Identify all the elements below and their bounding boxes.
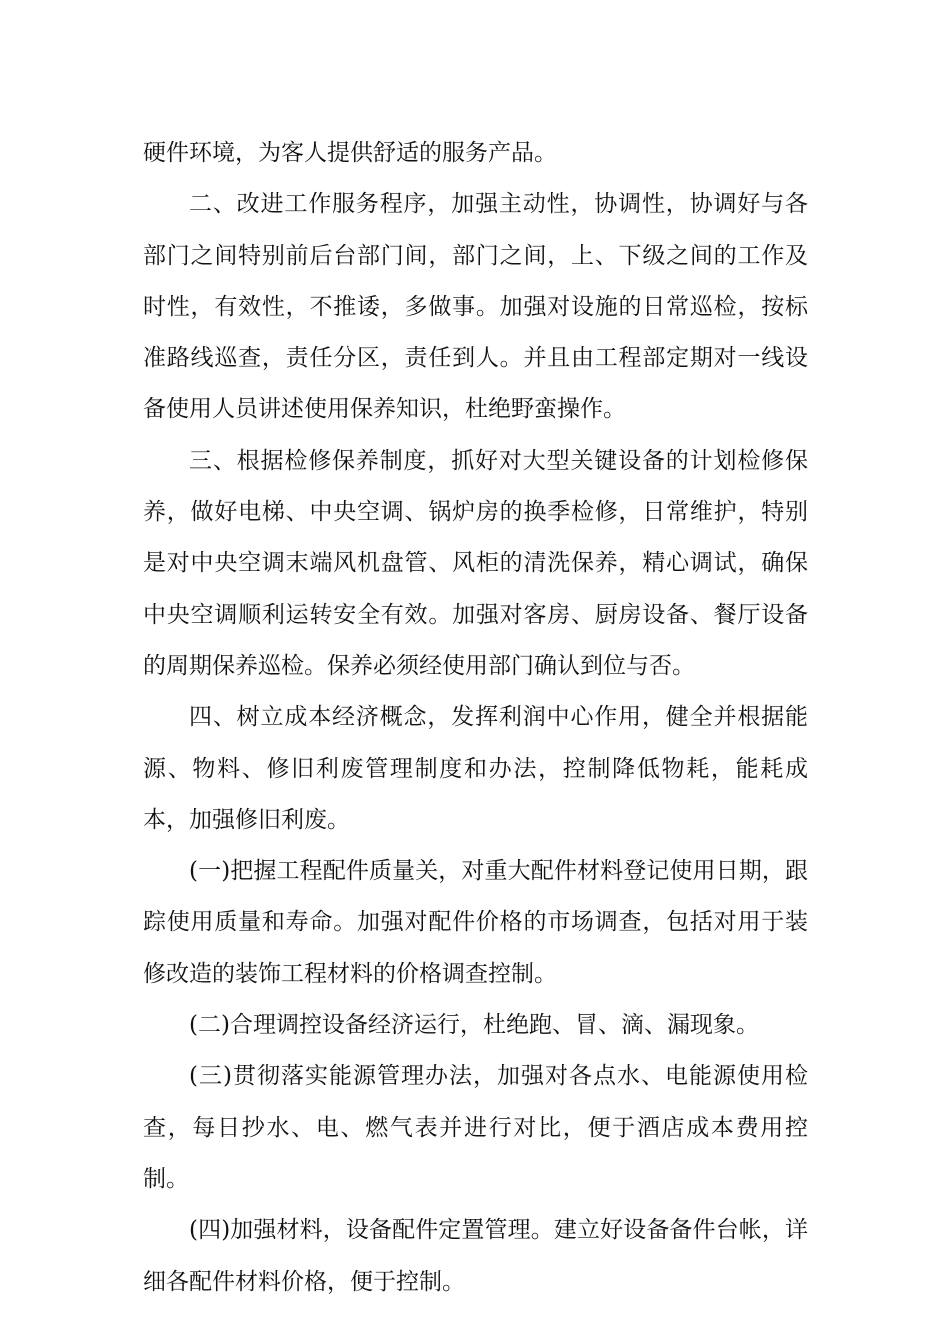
paragraph-item-3: 三、根据检修保养制度，抓好对大型关键设备的计划检修保养，做好电梯、中央空调、锅炉房的换季检修，日常维护，特别是对中央空调末端风机盘管、风柜的清洗保养，精心调试，确保中央空调顺利运转安全有效。加强对客房、厨房设备、餐厅设备的周期保养巡检。保养必须经使用部门确认到位与否。 [143,447,808,679]
paragraph-item-2: 二、改进工作服务程序，加强主动性，协调性，协调好与各部门之间特别前后台部门间，部门之间，上、下级之间的工作及时性，有效性，不推诿，多做事。加强对设施的日常巡检，按标准路线巡查，责任分区，责任到人。并且由工程部定期对一线设备使用人员讲述使用保养知识，杜绝野蛮操作。 [143,191,808,423]
document-body [143,128,808,1308]
paragraph-continuation: 硬件环境，为客人提供舒适的服务产品。 [143,140,557,166]
paragraph-subitem-1: (一)把握工程配件质量关，对重大配件材料登记使用日期，跟踪使用质量和寿命。加强对配件价格的市场调查，包括对用于装修改造的装饰工程材料的价格调查控制。 [143,858,808,987]
paragraph-item-4: 四、树立成本经济概念，发挥利润中心作用，健全并根据能源、物料、修旧利废管理制度和办法，控制降低物耗，能耗成本，加强修旧利废。 [143,704,808,833]
paragraph-subitem-3: (三)贯彻落实能源管理办法，加强对各点水、电能源使用检查，每日抄水、电、燃气表并进行对比，便于酒店成本费用控制。 [143,1063,808,1192]
paragraph-subitem-4: (四)加强材料，设备配件定置管理。建立好设备备件台帐，详细各配件材料价格，便于控制。 [143,1217,808,1295]
paragraph-subitem-2: (二)合理调控设备经济运行，杜绝跑、冒、滴、漏现象。 [189,1012,759,1039]
